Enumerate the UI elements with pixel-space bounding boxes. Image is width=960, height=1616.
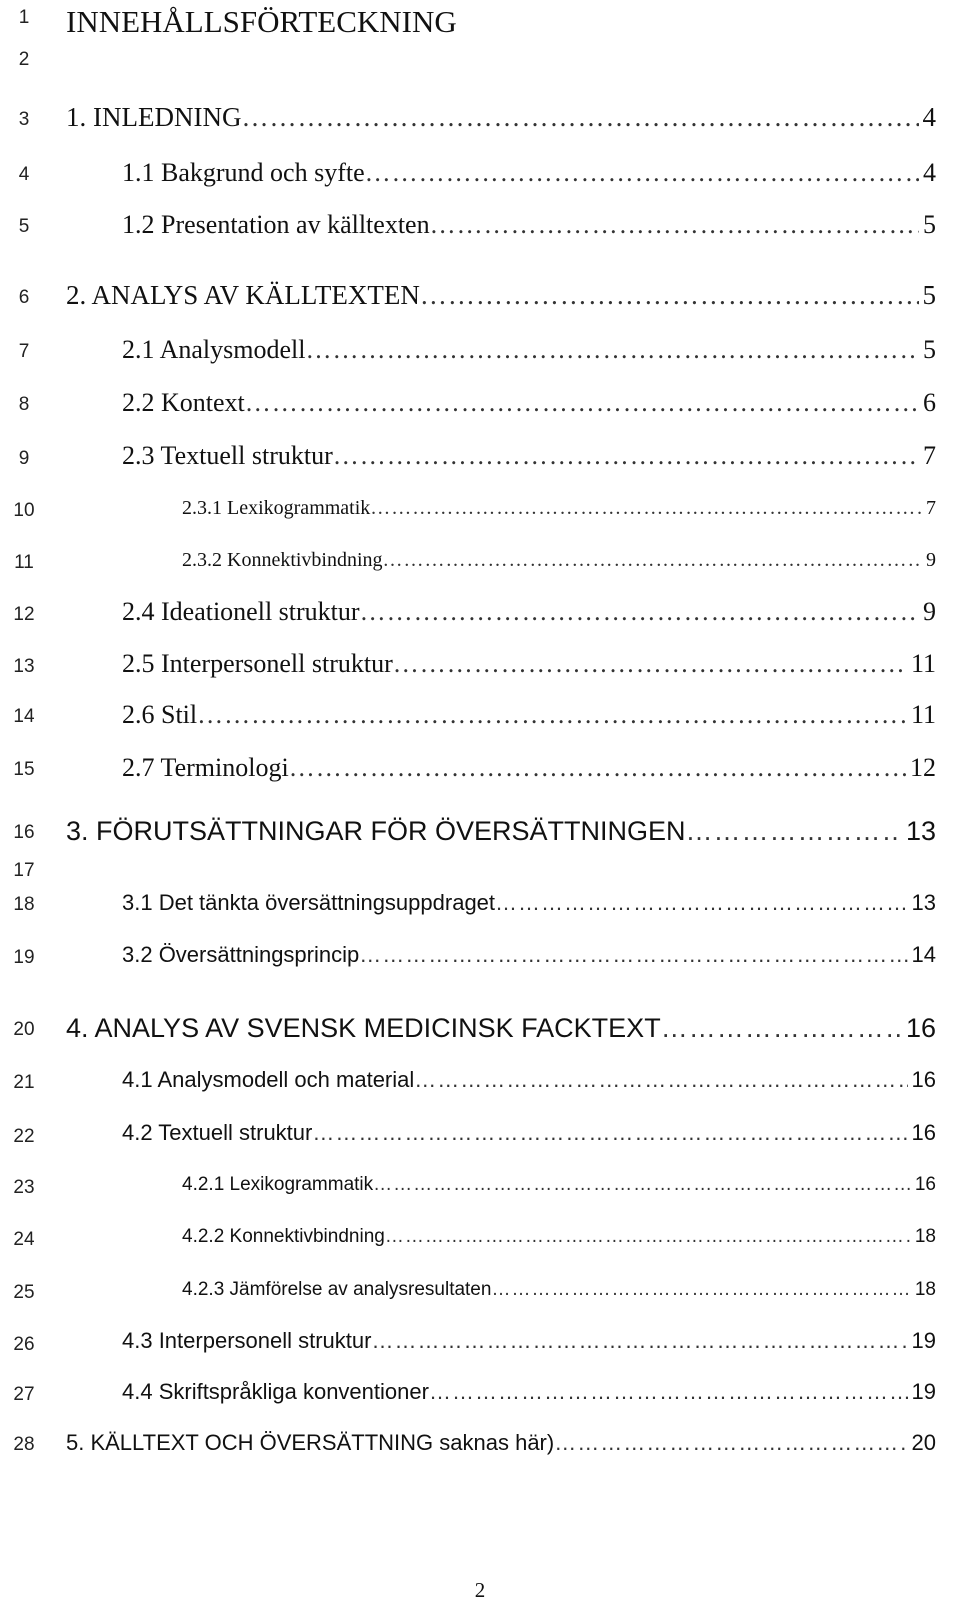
line-number: 16 bbox=[13, 822, 35, 843]
toc-entry-title: 2.7 Terminologi bbox=[122, 753, 289, 782]
toc-entry[interactable] bbox=[66, 818, 936, 845]
toc-entry-title: 5. KÄLLTEXT OCH ÖVERSÄTTNING saknas här) bbox=[66, 1430, 555, 1455]
toc-entry-page: 14 bbox=[911, 942, 936, 967]
toc-leader-dots bbox=[661, 1015, 902, 1042]
toc-leader-dots bbox=[414, 1069, 907, 1091]
toc-leader-dots bbox=[495, 892, 907, 914]
toc-entry[interactable] bbox=[122, 892, 936, 914]
toc-entry[interactable] bbox=[66, 282, 936, 309]
toc-entry-page: 13 bbox=[911, 890, 936, 915]
toc-entry-title: 4.2.3 Jämförelse av analysresultaten bbox=[182, 1279, 492, 1300]
toc-entry[interactable] bbox=[66, 1015, 936, 1042]
toc-entry[interactable] bbox=[122, 1122, 936, 1144]
toc-entry-page: 11 bbox=[910, 700, 936, 729]
line-number: 25 bbox=[13, 1282, 35, 1303]
line-number: 24 bbox=[13, 1229, 35, 1250]
line-number: 27 bbox=[13, 1384, 35, 1405]
toc-entry-title: 2.4 Ideationell struktur bbox=[122, 597, 360, 626]
toc-entry-title: 2.5 Interpersonell struktur bbox=[122, 649, 393, 678]
toc-entry-title: 4. ANALYS AV SVENSK MEDICINSK FACKTEXT bbox=[66, 1013, 661, 1043]
toc-entry-title: 2.2 Kontext bbox=[122, 388, 245, 417]
toc-entry-page: 19 bbox=[911, 1328, 936, 1353]
toc-leader-dots bbox=[245, 390, 919, 416]
toc-entry-page: 11 bbox=[910, 649, 936, 678]
toc-entry-title: 4.2.2 Konnektivbindning bbox=[182, 1226, 385, 1247]
toc-entry[interactable] bbox=[66, 104, 936, 131]
toc-entry-title: 3.2 Översättningsprincip bbox=[122, 942, 360, 967]
toc-entry-page: 9 bbox=[923, 597, 936, 626]
toc-entry-title: 3.1 Det tänkta översättningsuppdraget bbox=[122, 890, 496, 915]
toc-entry[interactable] bbox=[122, 755, 936, 781]
line-number: 3 bbox=[18, 109, 30, 130]
toc-leader-dots bbox=[359, 944, 907, 966]
toc-leader-dots bbox=[312, 1122, 907, 1144]
toc-entry[interactable] bbox=[122, 599, 936, 625]
toc-entry[interactable] bbox=[122, 651, 936, 677]
toc-entry[interactable] bbox=[182, 1227, 936, 1246]
toc-leader-dots bbox=[370, 498, 922, 518]
toc-entry-title: 2.3 Textuell struktur bbox=[122, 441, 333, 470]
toc-leader-dots bbox=[430, 212, 919, 238]
line-number: 20 bbox=[13, 1019, 35, 1040]
toc-leader-dots bbox=[420, 282, 919, 309]
toc-entry-title: 2.3.1 Lexikogrammatik bbox=[182, 497, 371, 519]
toc-entry-title: 2.1 Analysmodell bbox=[122, 335, 306, 364]
toc-entry-page: 4 bbox=[923, 158, 936, 187]
toc-leader-dots bbox=[333, 443, 919, 469]
toc-entry-page: 13 bbox=[905, 816, 936, 846]
toc-leader-dots bbox=[686, 818, 902, 845]
toc-entry-title: 2.3.2 Konnektivbindning bbox=[182, 549, 383, 571]
toc-entry[interactable] bbox=[182, 550, 936, 570]
toc-entry[interactable] bbox=[122, 337, 936, 363]
toc-entry-title: 2. ANALYS AV KÄLLTEXTEN bbox=[66, 280, 420, 310]
toc-entry-page: 18 bbox=[914, 1279, 936, 1300]
toc-entry-page: 4 bbox=[922, 102, 936, 132]
toc-leader-dots bbox=[360, 599, 919, 625]
line-number: 2 bbox=[18, 49, 30, 70]
toc-leader-dots bbox=[491, 1280, 910, 1299]
toc-entry-title: 3. FÖRUTSÄTTNINGAR FÖR ÖVERSÄTTNINGEN bbox=[66, 816, 686, 846]
line-number: 17 bbox=[13, 860, 35, 881]
toc-entry[interactable] bbox=[122, 1381, 936, 1403]
line-number: 26 bbox=[13, 1334, 35, 1355]
toc-entry-title: 4.2 Textuell struktur bbox=[122, 1120, 313, 1145]
toc-entry-title: 2.6 Stil bbox=[122, 700, 198, 729]
toc-entry-title: 1.1 Bakgrund och syfte bbox=[122, 158, 365, 187]
toc-entry-page: 5 bbox=[922, 280, 936, 310]
toc-entry[interactable] bbox=[182, 498, 936, 518]
line-number: 6 bbox=[18, 287, 30, 308]
toc-entry-page: 6 bbox=[923, 388, 936, 417]
toc-entry-page: 5 bbox=[923, 335, 936, 364]
toc-entry-page: 20 bbox=[911, 1430, 936, 1455]
toc-leader-dots bbox=[383, 550, 922, 570]
line-number: 4 bbox=[18, 164, 30, 185]
toc-entry-title: 1.2 Presentation av källtexten bbox=[122, 210, 430, 239]
line-number: 18 bbox=[13, 894, 35, 915]
toc-leader-dots bbox=[393, 651, 907, 677]
toc-leader-dots bbox=[373, 1175, 911, 1194]
line-number: 13 bbox=[13, 656, 35, 677]
toc-entry[interactable] bbox=[122, 160, 936, 186]
toc-entry[interactable] bbox=[122, 702, 936, 728]
toc-leader-dots bbox=[429, 1381, 908, 1403]
toc-entry[interactable] bbox=[122, 944, 936, 966]
toc-entry-title: 4.1 Analysmodell och material bbox=[122, 1067, 415, 1092]
toc-entry[interactable] bbox=[122, 1330, 936, 1352]
page-number: 2 bbox=[474, 1578, 486, 1602]
line-number: 1 bbox=[18, 7, 30, 28]
toc-entry-title: 1. INLEDNING bbox=[66, 102, 242, 132]
toc-entry[interactable] bbox=[122, 390, 936, 416]
toc-title: INNEHÅLLSFÖRTECKNING bbox=[66, 4, 457, 39]
line-number: 10 bbox=[13, 500, 35, 521]
line-number: 15 bbox=[13, 759, 35, 780]
line-number: 14 bbox=[13, 706, 35, 727]
toc-leader-dots bbox=[197, 702, 907, 728]
toc-leader-dots bbox=[365, 160, 919, 186]
toc-entry[interactable] bbox=[182, 1175, 936, 1194]
toc-leader-dots bbox=[241, 104, 918, 131]
toc-entry[interactable] bbox=[122, 1069, 936, 1091]
toc-entry-page: 16 bbox=[914, 1174, 936, 1195]
toc-entry[interactable] bbox=[182, 1280, 936, 1299]
toc-entry-title: 4.2.1 Lexikogrammatik bbox=[182, 1174, 374, 1195]
line-number: 8 bbox=[18, 394, 30, 415]
line-number: 7 bbox=[18, 341, 30, 362]
toc-entry-page: 9 bbox=[926, 549, 936, 571]
toc-leader-dots bbox=[371, 1330, 907, 1352]
toc-entry-title: 4.3 Interpersonell struktur bbox=[122, 1328, 372, 1353]
line-number: 11 bbox=[14, 552, 34, 573]
line-number: 23 bbox=[13, 1177, 35, 1198]
toc-leader-dots bbox=[385, 1227, 911, 1246]
line-number: 22 bbox=[13, 1126, 35, 1147]
toc-entry-page: 16 bbox=[911, 1067, 936, 1092]
toc-entry-page: 7 bbox=[926, 497, 936, 519]
toc-entry-page: 12 bbox=[910, 753, 936, 782]
toc-leader-dots bbox=[305, 337, 919, 363]
line-number: 19 bbox=[13, 947, 35, 968]
toc-entry-page: 19 bbox=[911, 1379, 936, 1404]
toc-entry[interactable] bbox=[122, 443, 936, 469]
toc-entry-page: 18 bbox=[914, 1226, 936, 1247]
toc-entry-page: 7 bbox=[923, 441, 936, 470]
toc-entry[interactable] bbox=[122, 212, 936, 238]
toc-entry-title: 4.4 Skriftspråkliga konventioner bbox=[122, 1379, 429, 1404]
line-number: 9 bbox=[18, 448, 30, 469]
toc-leader-dots bbox=[554, 1432, 907, 1454]
toc-entry-page: 16 bbox=[911, 1120, 936, 1145]
toc-entry-page: 5 bbox=[923, 210, 936, 239]
line-number: 12 bbox=[13, 604, 35, 625]
toc-entry[interactable] bbox=[66, 1432, 936, 1454]
line-number: 5 bbox=[18, 216, 30, 237]
toc-leader-dots bbox=[289, 755, 906, 781]
line-number: 21 bbox=[13, 1072, 35, 1093]
line-number: 28 bbox=[13, 1434, 35, 1455]
toc-entry-page: 16 bbox=[905, 1013, 936, 1043]
